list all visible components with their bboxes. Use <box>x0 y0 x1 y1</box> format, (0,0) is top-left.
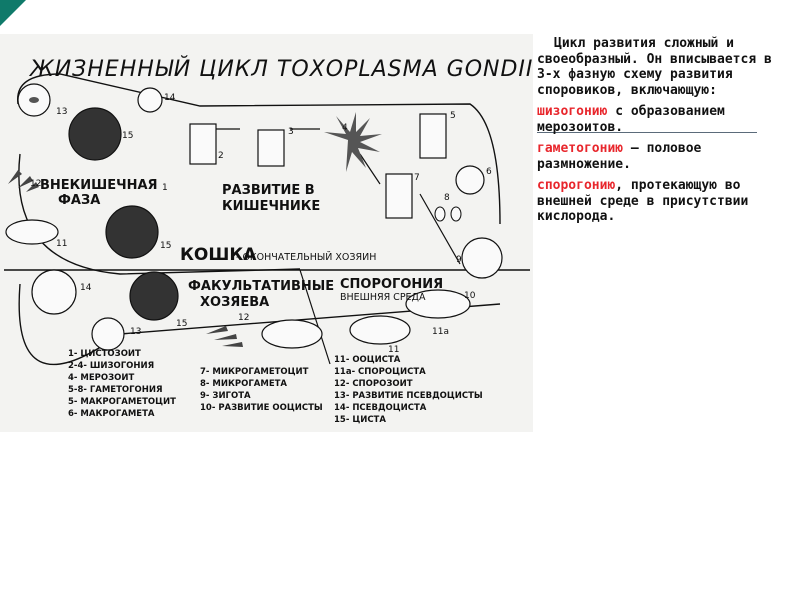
num-1: 1 <box>162 183 168 193</box>
label-extraintestinal-1: ВНЕКИШЕЧНАЯ <box>40 178 158 193</box>
label-cat: КОШКА <box>180 245 257 265</box>
label-cat-rest: - ОКОНЧАТЕЛЬНЫЙ ХОЗЯИН <box>236 252 377 263</box>
intro-paragraph: Цикл развития сложный и своеобразный. Он вписывается в 3-х фазную схему развития споровиков, включающую: <box>537 36 772 98</box>
num-15b: 15 <box>160 241 172 251</box>
term-gametogony: гаметогонию <box>537 141 624 156</box>
num-12b: 12 <box>238 313 250 323</box>
num-2: 2 <box>218 151 224 161</box>
slide-text-panel <box>537 36 787 231</box>
cyst-15-center <box>106 206 158 258</box>
num-12a: 12 <box>30 179 42 189</box>
item-sporogony <box>537 178 787 225</box>
item-schizogony <box>537 104 787 135</box>
cyst-15-lower <box>130 272 178 320</box>
term-sporogony: спорогонию <box>537 178 616 193</box>
zygote-cell-9 <box>462 238 502 278</box>
item-schizogony-text: с образованием мерозоитов. <box>537 104 725 135</box>
diagram-title: ЖИЗНЕННЫЙ ЦИКЛ ТОХОРLАSMA GONDII <box>30 57 533 82</box>
cyst-15-top <box>69 108 121 160</box>
oocyst-bottom-1 <box>262 320 322 348</box>
macrogametocyte-cell-5 <box>420 114 446 158</box>
schizogony-cell-2 <box>190 124 216 164</box>
label-intestinal-1: РАЗВИТИЕ В <box>222 183 315 198</box>
num-11c: 11a <box>432 327 449 337</box>
merozoite-cluster-4 <box>324 112 382 172</box>
oocyst-bottom-2 <box>350 316 410 344</box>
num-8: 8 <box>444 193 450 203</box>
svg-text:11а- СПОРОЦИСТА: 11а- СПОРОЦИСТА <box>334 367 426 377</box>
developing-pseudocyst-lower <box>92 318 124 350</box>
microgametocyte-cell-7 <box>386 174 412 218</box>
oocyst-left <box>6 220 58 244</box>
svg-text:8- МИКРОГАМЕТА: 8- МИКРОГАМЕТА <box>200 379 288 389</box>
num-3: 3 <box>288 127 294 137</box>
legend-column-2 <box>200 367 323 413</box>
num-4: 4 <box>342 123 348 133</box>
label-intestinal-2: КИШЕЧНИКЕ <box>222 199 321 214</box>
label-sporogony-2: ВНЕШНЯЯ СРЕДА <box>340 292 426 303</box>
svg-text:9- ЗИГОТА: 9- ЗИГОТА <box>200 391 251 401</box>
svg-text:2-4- ШИЗОГОНИЯ: 2-4- ШИЗОГОНИЯ <box>68 361 155 371</box>
svg-text:12- СПОРОЗОИТ: 12- СПОРОЗОИТ <box>334 379 413 389</box>
pseudocyst-cell <box>138 88 162 112</box>
microgamete-cell-8a <box>435 207 445 221</box>
toxoplasma-life-cycle-diagram <box>0 34 533 432</box>
svg-text:14- ПСЕВДОЦИСТА: 14- ПСЕВДОЦИСТА <box>334 403 427 413</box>
num-15a: 15 <box>122 131 134 141</box>
num-11b: 11 <box>388 345 400 355</box>
num-7: 7 <box>414 173 420 183</box>
schizogony-cell-3 <box>258 130 284 166</box>
num-10: 10 <box>464 291 476 301</box>
num-14b: 14 <box>80 283 92 293</box>
pseudocyst-lower <box>32 270 76 314</box>
item-gametogony <box>537 141 787 172</box>
num-11a: 11 <box>56 239 68 249</box>
num-13a: 13 <box>56 107 68 117</box>
svg-text:4- МЕРОЗОИТ: 4- МЕРОЗОИТ <box>68 373 135 383</box>
num-13b: 13 <box>130 327 142 337</box>
svg-text:10- РАЗВИТИЕ ООЦИСТЫ: 10- РАЗВИТИЕ ООЦИСТЫ <box>200 403 323 413</box>
num-6: 6 <box>486 167 492 177</box>
microgamete-cell-8b <box>451 207 461 221</box>
label-sporogony-1: СПОРОГОНИЯ <box>340 277 444 292</box>
svg-text:5- МАКРОГАМЕТОЦИТ: 5- МАКРОГАМЕТОЦИТ <box>68 397 176 407</box>
num-9: 9 <box>456 255 462 265</box>
svg-text:7- МИКРОГАМЕТОЦИТ: 7- МИКРОГАМЕТОЦИТ <box>200 367 309 377</box>
svg-text:15- ЦИСТА: 15- ЦИСТА <box>334 415 386 425</box>
label-facultative-2: ХОЗЯЕВА <box>200 295 270 310</box>
legend-column-3 <box>334 355 483 425</box>
label-extraintestinal-2: ФАЗА <box>58 193 101 208</box>
sporozoites-lower <box>206 326 243 347</box>
num-14a: 14 <box>164 93 176 103</box>
label-facultative-1: ФАКУЛЬТАТИВНЫЕ <box>188 279 335 294</box>
item-sporogony-text: , протекающую во внешней среде в присутствии кислорода. <box>537 178 749 224</box>
item-gametogony-text: – половое размножение. <box>537 141 702 172</box>
cell-nucleus <box>29 97 39 103</box>
num-5: 5 <box>450 111 456 121</box>
svg-text:1- ЦИСТОЗОИТ: 1- ЦИСТОЗОИТ <box>68 349 141 359</box>
macrogamete-cell-6 <box>456 166 484 194</box>
num-15c: 15 <box>176 319 188 329</box>
legend-column-1 <box>68 349 176 419</box>
svg-text:6- МАКРОГАМЕТА: 6- МАКРОГАМЕТА <box>68 409 155 419</box>
svg-text:13- РАЗВИТИЕ ПСЕВДОЦИСТЫ: 13- РАЗВИТИЕ ПСЕВДОЦИСТЫ <box>334 391 483 401</box>
svg-text:11- ООЦИСТА: 11- ООЦИСТА <box>334 355 401 365</box>
svg-text:5-8- ГАМЕТОГОНИЯ: 5-8- ГАМЕТОГОНИЯ <box>68 385 163 395</box>
term-schizogony: шизогонию <box>537 104 608 119</box>
